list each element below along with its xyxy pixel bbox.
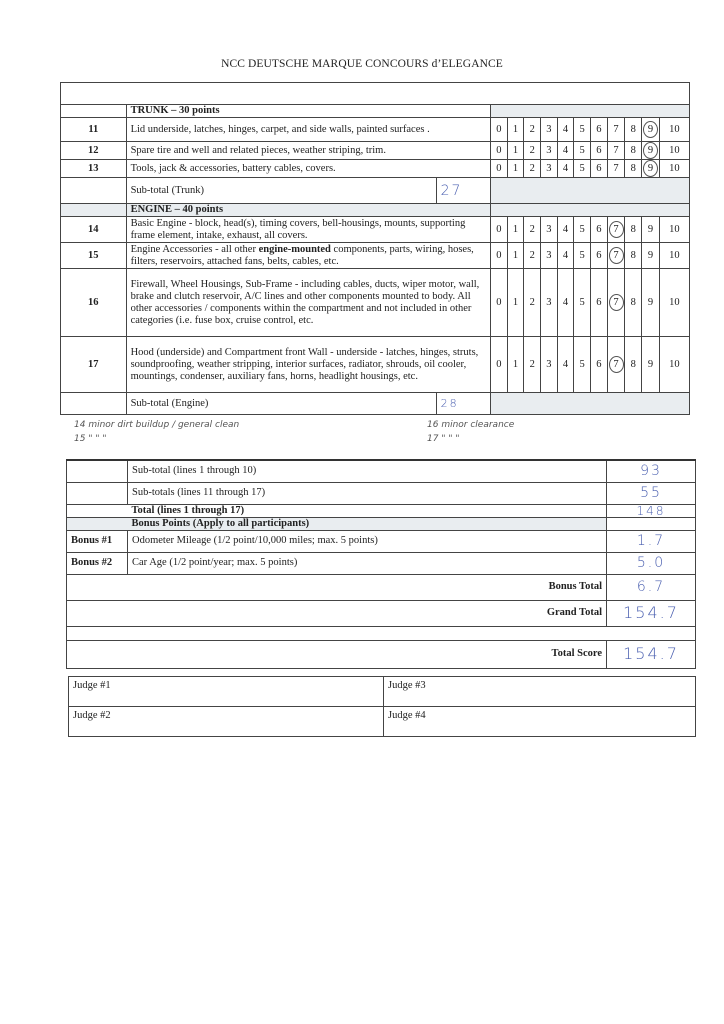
score-value: 1 [512,162,519,174]
total-score-value[interactable]: 154.7 [607,640,696,668]
score-value: 6 [596,296,602,308]
score-value: 6 [596,144,602,156]
score-option[interactable] [507,118,524,142]
score-option[interactable] [659,243,689,269]
selected-score-circle: 7 [609,247,624,264]
score-row [61,269,690,337]
total-1-17-label: Total (lines 1 through 17) [128,504,607,517]
score-option[interactable] [642,142,660,160]
score-option[interactable] [574,118,591,142]
score-row [61,118,690,142]
score-value: 8 [630,144,636,156]
score-value: 3 [546,144,552,156]
description-part: Engine Accessories - all other [130,243,259,255]
score-value: 2 [529,223,535,235]
score-value: 1 [512,296,519,308]
score-option[interactable] [642,243,660,269]
note-line-14: 14 minor dirt buildup / general clean [74,420,240,430]
score-value: 10 [669,162,680,174]
score-option[interactable] [625,243,642,269]
selected-score-circle: 9 [643,160,658,177]
score-value: 3 [546,223,552,235]
score-value: 2 [529,296,535,308]
score-option[interactable] [659,118,689,142]
line-description: Lid underside, latches, hinges, carpet, and side walls, painted surfaces . [126,118,491,142]
score-option[interactable] [491,142,508,160]
score-value: 6 [596,358,602,370]
score-option[interactable] [659,217,689,243]
score-option[interactable] [541,243,558,269]
score-row [61,243,690,269]
score-value: 1 [512,123,519,135]
score-value: 10 [669,144,680,156]
score-value: 2 [529,162,535,174]
score-option[interactable] [507,243,524,269]
description-part: engine-mounted [258,243,331,255]
subtotal-11-17-value[interactable]: 55 [607,482,696,504]
score-option[interactable] [642,160,660,178]
score-value: 4 [562,223,569,235]
total-score-label: Total Score [67,640,607,668]
line-description [126,243,491,269]
score-option[interactable] [642,269,660,337]
score-option[interactable] [557,217,574,243]
score-value: 0 [496,296,502,308]
score-option[interactable] [625,217,642,243]
score-option[interactable] [574,142,591,160]
score-option[interactable] [541,160,558,178]
score-option[interactable] [524,118,541,142]
score-option[interactable] [507,217,524,243]
score-option[interactable] [607,243,625,269]
score-option[interactable] [607,337,625,393]
score-value: 0 [496,223,502,235]
score-option[interactable] [642,337,660,393]
line-number: 16 [61,269,127,337]
score-value: 6 [596,123,602,135]
score-value: 5 [579,358,585,370]
score-value: 3 [546,249,552,261]
score-option[interactable] [491,337,508,393]
score-value: 0 [496,123,502,135]
score-option[interactable] [607,269,625,337]
score-value: 7 [613,162,619,174]
score-value: 10 [669,296,680,308]
line-number: 17 [61,337,127,393]
score-row [61,160,690,178]
handwritten-notes [72,418,692,458]
judge-1-field[interactable]: Judge #1 [69,677,384,707]
judge-2-field[interactable]: Judge #2 [69,707,384,737]
score-option[interactable] [642,217,660,243]
score-value: 4 [562,162,569,174]
grand-total-label: Grand Total [67,600,607,626]
score-value: 4 [562,123,569,135]
score-option[interactable] [524,142,541,160]
line-number: 11 [61,118,127,142]
scoring-table [60,82,690,415]
score-option[interactable] [557,118,574,142]
score-option[interactable] [507,269,524,337]
selected-score-circle: 7 [609,356,624,373]
score-value: 0 [496,358,502,370]
score-option[interactable] [607,217,625,243]
judge-3-field[interactable]: Judge #3 [384,677,696,707]
bonus2-value[interactable]: 5.0 [607,552,696,574]
score-option[interactable] [591,142,608,160]
score-value: 4 [562,296,569,308]
score-value: 5 [579,223,585,235]
line-description: Tools, jack & accessories, battery cables, covers. [126,160,491,178]
summary-table [66,459,696,669]
line-number: 13 [61,160,127,178]
score-option[interactable] [524,217,541,243]
score-value: 4 [562,144,569,156]
score-option[interactable] [591,160,608,178]
score-value: 3 [546,358,552,370]
bonus-total-label: Bonus Total [67,574,607,600]
note-line-17: 17 " " " [427,434,460,444]
score-option[interactable] [541,217,558,243]
score-option[interactable] [557,142,574,160]
score-option[interactable] [625,337,642,393]
trunk-subtotal-row [61,178,690,204]
score-value: 4 [562,249,569,261]
selected-score-circle: 9 [643,142,658,159]
score-value: 6 [596,249,602,261]
score-option[interactable] [659,142,689,160]
score-value: 4 [562,358,569,370]
bonus1-value[interactable]: 1.7 [607,530,696,552]
line-number: 14 [61,217,127,243]
blank-header-row [61,83,690,105]
score-value: 1 [512,249,519,261]
selected-score-circle: 7 [609,294,624,311]
score-option[interactable] [607,118,625,142]
score-value: 5 [579,162,585,174]
score-value: 1 [512,144,519,156]
line-description: Basic Engine - block, head(s), timing covers, bell-housings, mounts, supporting frame element, intake, exhaust, all covers. [126,217,491,243]
line-number: 12 [61,142,127,160]
bonus2-label: Car Age (1/2 point/year; max. 5 points) [128,552,607,574]
score-option[interactable] [491,243,508,269]
score-value: 7 [613,144,619,156]
score-value: 6 [596,162,602,174]
engine-subtotal-label: Sub-total (Engine) [126,393,436,415]
score-option[interactable] [659,337,689,393]
score-value: 8 [630,223,636,235]
engine-subtotal-row [61,393,690,415]
bonus1-label: Odometer Mileage (1/2 point/10,000 miles; max. 5 points) [128,530,607,552]
score-option[interactable] [625,142,642,160]
score-value: 8 [630,123,636,135]
score-option[interactable] [524,243,541,269]
score-value: 5 [579,123,585,135]
bonus1-tag: Bonus #1 [67,530,128,552]
trunk-section-header: TRUNK – 30 points [126,105,491,118]
score-option[interactable] [491,118,508,142]
score-option[interactable] [541,142,558,160]
score-value: 8 [630,249,636,261]
score-value: 5 [579,296,585,308]
score-value: 2 [529,358,535,370]
score-value: 5 [579,144,585,156]
line-description: Hood (underside) and Compartment front Wall - underside - latches, hinges, struts, soundproofing, weather stripping, interior surfaces, radiator, shrouds, oil cooler, mountings, condenser, auxiliary fans, horns, headlight housings, etc. [126,337,491,393]
score-option[interactable] [507,337,524,393]
score-value: 0 [496,162,502,174]
score-option[interactable] [557,160,574,178]
score-row [61,142,690,160]
score-value: 2 [529,123,535,135]
score-value: 0 [496,144,502,156]
line-number: 15 [61,243,127,269]
score-row [61,337,690,393]
subtotal-11-17-label: Sub-totals (lines 11 through 17) [128,482,607,504]
score-value: 9 [647,249,654,261]
score-value: 8 [630,358,636,370]
score-option[interactable] [659,269,689,337]
score-option[interactable] [591,269,608,337]
trunk-subtotal-label: Sub-total (Trunk) [126,178,436,204]
total-1-17-value[interactable]: 148 [607,504,696,517]
score-value: 10 [669,123,680,135]
score-option[interactable] [541,269,558,337]
score-option[interactable] [541,118,558,142]
score-option[interactable] [625,118,642,142]
score-option[interactable] [541,337,558,393]
bonus-total-value[interactable]: 6.7 [607,574,696,600]
selected-score-circle: 7 [609,221,624,238]
score-option[interactable] [574,243,591,269]
score-value: 3 [546,162,552,174]
score-value: 3 [546,296,552,308]
score-value: 7 [613,123,619,135]
score-value: 10 [669,358,680,370]
score-value: 8 [630,162,636,174]
score-option[interactable] [507,160,524,178]
note-line-15: 15 " " " [74,434,107,444]
document-title: NCC DEUTSCHE MARQUE CONCOURS d’ELEGANCE [221,58,503,70]
description-part: components, parts, wiring, hoses, filters, reservoirs, attached fans, belts, cables, etc. [130,243,474,267]
trunk-subtotal-value[interactable]: 27 [436,178,490,204]
grand-total-value[interactable]: 154.7 [607,600,696,626]
score-option[interactable] [491,269,508,337]
score-value: 1 [512,358,519,370]
score-option[interactable] [574,269,591,337]
score-option[interactable] [591,118,608,142]
score-value: 2 [529,249,535,261]
score-option[interactable] [507,142,524,160]
score-option[interactable] [574,217,591,243]
score-option[interactable] [524,337,541,393]
score-value: 5 [579,249,585,261]
line-description: Spare tire and well and related pieces, weather striping, trim. [126,142,491,160]
score-value: 9 [647,223,654,235]
score-value: 9 [647,296,654,308]
score-value: 3 [546,123,552,135]
blank-row [67,626,696,640]
score-option[interactable] [625,160,642,178]
score-value: 0 [496,249,502,261]
score-value: 10 [669,249,680,261]
score-option[interactable] [591,217,608,243]
score-option[interactable] [524,160,541,178]
bonus2-tag: Bonus #2 [67,552,128,574]
engine-subtotal-value[interactable]: 28 [436,393,490,415]
engine-header-row [61,204,690,217]
score-value: 8 [630,296,636,308]
score-value: 2 [529,144,535,156]
score-option[interactable] [574,160,591,178]
note-line-16: 16 minor clearance [427,420,515,430]
score-option[interactable] [625,269,642,337]
score-option[interactable] [659,160,689,178]
score-option[interactable] [591,243,608,269]
judges-table [68,676,696,737]
score-option[interactable] [607,142,625,160]
score-value: 10 [669,223,680,235]
engine-section-header: ENGINE – 40 points [126,204,491,217]
score-option[interactable] [607,160,625,178]
score-option[interactable] [524,269,541,337]
score-option[interactable] [591,337,608,393]
subtotal-1-10-label: Sub-total (lines 1 through 10) [128,460,607,482]
score-row [61,217,690,243]
subtotal-1-10-value[interactable]: 93 [607,460,696,482]
score-option[interactable] [491,160,508,178]
line-description: Firewall, Wheel Housings, Sub-Frame - including cables, ducts, wiper motor, wall, brake and clutch reservoir, A/C lines and other components mounted to body. All other accessories / components within the compartment and not included in other categories (i.e. fuse box, cruise control, etc. [126,269,491,337]
score-value: 1 [512,223,519,235]
score-value: 6 [596,223,602,235]
trunk-header-row [61,105,690,118]
score-option[interactable] [574,337,591,393]
score-option[interactable] [491,217,508,243]
selected-score-circle: 9 [643,121,658,138]
score-option[interactable] [557,337,574,393]
score-value: 9 [647,358,654,370]
score-option[interactable] [557,243,574,269]
judge-4-field[interactable]: Judge #4 [384,707,696,737]
bonus-header: Bonus Points (Apply to all participants) [128,517,607,530]
score-option[interactable] [557,269,574,337]
score-option[interactable] [642,118,660,142]
